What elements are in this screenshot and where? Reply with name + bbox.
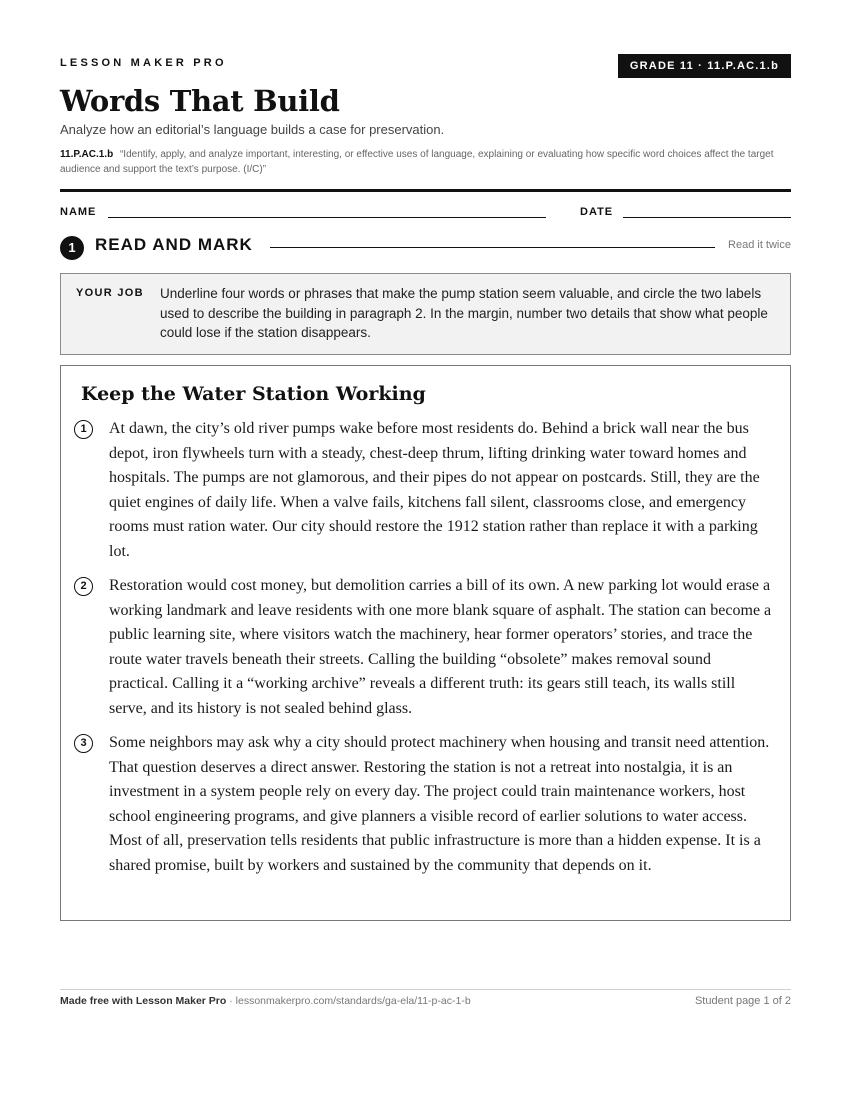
worksheet-page xyxy=(60,0,791,1100)
paragraph-text: Some neighbors may ask why a city should protect machinery when housing and transit need attention. That question deserves a direct answer. Restoring the station is not a retreat into nostalgia, it is an investment in a system people rely on every day. The project could train maintenance workers, host school engineering programs, and give planners a visible record of earlier solutions to water access. Most of all, preservation tells residents that public infrastructure is more than a hidden expense. It is a shared promise, built by workers and sustained by the community that depends on it. xyxy=(109,734,770,874)
name-label: NAME xyxy=(60,206,97,218)
instructions-text: Underline four words or phrases that make the pump station seem valuable, and circle the two labels used to describe the building in paragraph 2. In the margin, number two details that show what people could lose if the station disappears. xyxy=(160,286,768,340)
section-number-badge: 1 xyxy=(60,236,84,260)
passage-paragraph-2 xyxy=(74,574,774,721)
brand-name: LESSON MAKER PRO xyxy=(60,57,227,69)
footer-url[interactable]: lessonmakerpro.com/standards/ga-ela/11-p-ac-1-b xyxy=(235,995,471,1007)
header-divider xyxy=(60,189,791,192)
paragraph-number: 3 xyxy=(74,734,93,753)
passage-title: Keep the Water Station Working xyxy=(81,383,426,405)
footer-separator: · xyxy=(226,995,236,1007)
standard-code: 11.P.AC.1.b xyxy=(60,149,114,160)
paragraph-number: 2 xyxy=(74,577,93,596)
instructions-label: YOUR JOB xyxy=(76,287,144,299)
grade-badge: GRADE 11 · 11.P.AC.1.b xyxy=(618,54,791,78)
instructions-box xyxy=(60,273,791,355)
passage-paragraph-1 xyxy=(74,417,774,564)
section-divider xyxy=(270,247,715,248)
footer-divider xyxy=(60,989,791,990)
worksheet-subtitle: Analyze how an editorial’s language builds a case for preservation. xyxy=(60,122,445,137)
worksheet-title: Words That Build xyxy=(60,84,340,118)
standard-text: “Identify, apply, and analyze important, interesting, or effective uses of language, explaining or evaluating how specific word choices affect the target audience and support the text’s purpose. (I/C)” xyxy=(60,149,774,175)
footer-credit xyxy=(60,995,471,1007)
date-label: DATE xyxy=(580,206,614,218)
reading-passage xyxy=(60,365,791,921)
standard-description xyxy=(60,147,785,177)
footer-made-with: Made free with Lesson Maker Pro xyxy=(60,995,227,1007)
page-indicator: Student page 1 of 2 xyxy=(694,995,791,1007)
name-field[interactable] xyxy=(108,217,546,218)
paragraph-text: At dawn, the city’s old river pumps wake before most residents do. Behind a brick wall near the bus depot, iron flywheels turn with a steady, chest-deep thrum, lifting drinking water toward homes and hospitals. The pumps are not glamorous, and their pipes do not appear on postcards. Still, they are the quiet engines of daily life. When a valve fails, kitchens fall silent, classrooms close, and emergency rooms must ration water. Our city should restore the 1912 station rather than replace it with a parking lot. xyxy=(109,420,760,560)
paragraph-text: Restoration would cost money, but demolition carries a bill of its own. A new parking lot would erase a working landmark and leave residents with one more blank square of asphalt. The station can become a public learning site, where visitors watch the machinery, hear former operators’ stories, and trace the route water travels beneath their streets. Calling the building “obsolete” makes removal sound practical. Calling it a “working archive” reveals a different truth: its gears still teach, its walls still serve, and its history is not sealed behind glass. xyxy=(109,577,772,717)
section-title: READ AND MARK xyxy=(95,235,253,254)
paragraph-number: 1 xyxy=(74,420,93,439)
passage-paragraph-3 xyxy=(74,731,774,878)
date-field[interactable] xyxy=(623,217,791,218)
section-note: Read it twice xyxy=(728,239,791,251)
